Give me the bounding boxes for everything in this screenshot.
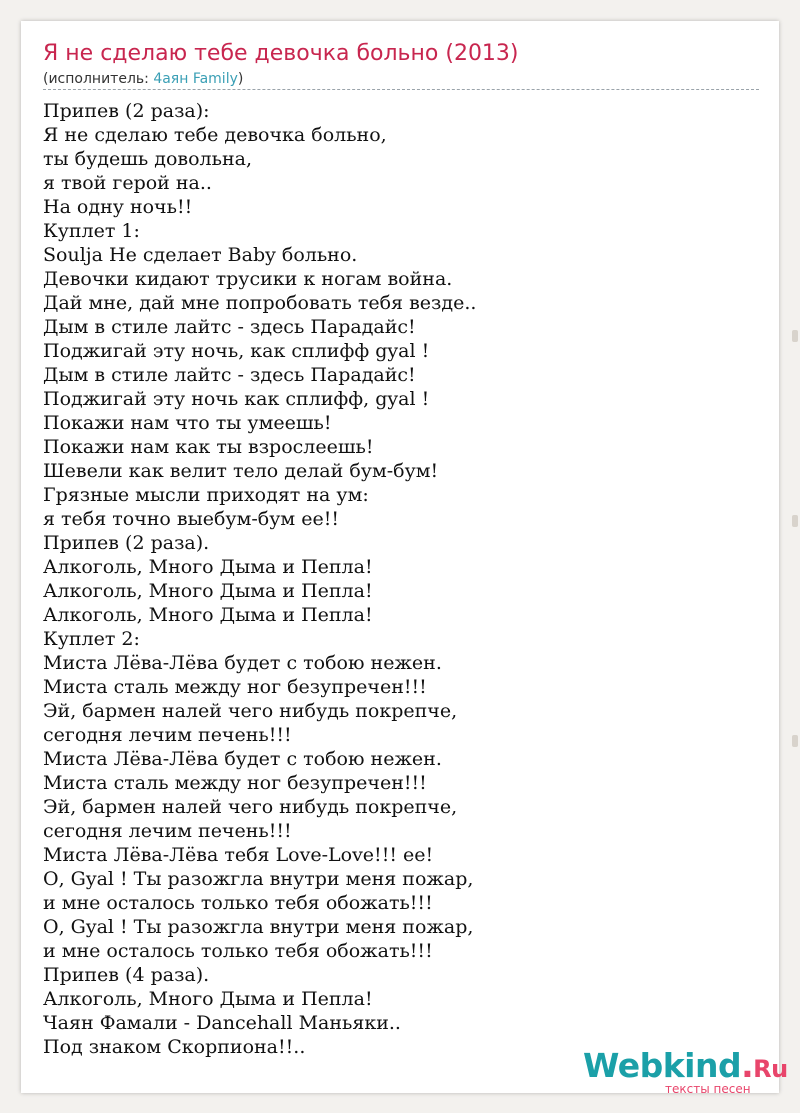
lyric-line: Миста Лёва-Лёва будет с тобою нежен. <box>43 748 442 770</box>
lyric-line: Soulja Не сделает Baby больно. <box>43 244 358 266</box>
lyric-line: Я не сделаю тебе девочка больно, <box>43 124 387 146</box>
lyric-line: я тебя точно выебум-бум ее!! <box>43 508 339 530</box>
lyric-line: Миста Лёва-Лёва будет с тобою нежен. <box>43 652 442 674</box>
lyric-line: Алкоголь, Много Дыма и Пепла! <box>43 556 373 578</box>
logo-wordmark <box>583 1046 788 1085</box>
lyric-line: сегодня лечим печень!!! <box>43 820 292 842</box>
lyric-line: Покажи нам что ты умеешь! <box>43 412 332 434</box>
artist-suffix: ) <box>237 71 244 87</box>
webkind-logo <box>583 1046 788 1096</box>
page-edge-mark <box>792 515 798 527</box>
page-edge-mark <box>792 330 798 342</box>
lyric-line: О, Gyal ! Ты разожгла внутри меня пожар, <box>43 916 474 938</box>
lyric-line: и мне осталось только тебя обожать!!! <box>43 940 433 962</box>
lyric-line: Припев (2 раза): <box>43 100 210 122</box>
logo-dot: . <box>741 1046 754 1085</box>
lyric-line: Шевели как велит тело делай бум-бум! <box>43 460 439 482</box>
song-title: Я не сделаю тебе девочка больно (2013) <box>43 41 519 66</box>
lyric-line: ты будешь довольна, <box>43 148 252 170</box>
lyric-line: Поджигай эту ночь, как сплифф gyal ! <box>43 340 430 362</box>
lyric-line: Алкоголь, Много Дыма и Пепла! <box>43 988 373 1010</box>
lyric-line: Эй, бармен налей чего нибудь покрепче, <box>43 796 458 818</box>
artist-line <box>43 71 243 87</box>
lyric-line: Дай мне, дай мне попробовать тебя везде.. <box>43 292 477 314</box>
lyric-line: я твой герой на.. <box>43 172 212 194</box>
page-edge-mark <box>792 735 798 747</box>
lyric-line: Грязные мысли приходят на ум: <box>43 484 369 506</box>
lyric-line: Покажи нам как ты взрослеешь! <box>43 436 374 458</box>
artist-prefix: (исполнитель: <box>43 71 154 87</box>
lyrics-text <box>43 99 759 1059</box>
lyric-line: Миста Лёва-Лёва тебя Love-Love!!! ее! <box>43 844 434 866</box>
lyric-line: Миста сталь между ног безупречен!!! <box>43 676 427 698</box>
lyric-line: Алкоголь, Много Дыма и Пепла! <box>43 604 373 626</box>
lyric-line: Эй, бармен налей чего нибудь покрепче, <box>43 700 458 722</box>
lyric-line: Алкоголь, Много Дыма и Пепла! <box>43 580 373 602</box>
lyric-line: Припев (4 раза). <box>43 964 210 986</box>
logo-tagline: тексты песен <box>665 1082 751 1096</box>
lyric-line: О, Gyal ! Ты разожгла внутри меня пожар, <box>43 868 474 890</box>
lyric-line: и мне осталось только тебя обожать!!! <box>43 892 433 914</box>
lyric-line: Миста сталь между ног безупречен!!! <box>43 772 427 794</box>
lyric-line: Чаян Фамали - Dancehall Маньяки.. <box>43 1012 401 1034</box>
logo-brand: Webkind <box>583 1046 742 1085</box>
lyric-line: Куплет 1: <box>43 220 140 242</box>
lyric-line: Дым в стиле лайтс - здесь Парадайс! <box>43 316 416 338</box>
artist-link[interactable]: 4аян Family <box>153 71 238 87</box>
lyric-line: На одну ночь!! <box>43 196 193 218</box>
lyric-line: Дым в стиле лайтс - здесь Парадайс! <box>43 364 416 386</box>
lyric-line: Поджигай эту ночь как сплифф, gyal ! <box>43 388 430 410</box>
lyric-line: Куплет 2: <box>43 628 140 650</box>
lyric-line: Под знаком Скорпиона!!.. <box>43 1036 306 1058</box>
lyric-line: сегодня лечим печень!!! <box>43 724 292 746</box>
lyric-line: Припев (2 раза). <box>43 532 210 554</box>
logo-tld: Ru <box>753 1055 788 1083</box>
title-divider <box>43 89 759 90</box>
lyric-line: Девочки кидают трусики к ногам война. <box>43 268 453 290</box>
lyrics-card <box>21 21 788 1096</box>
